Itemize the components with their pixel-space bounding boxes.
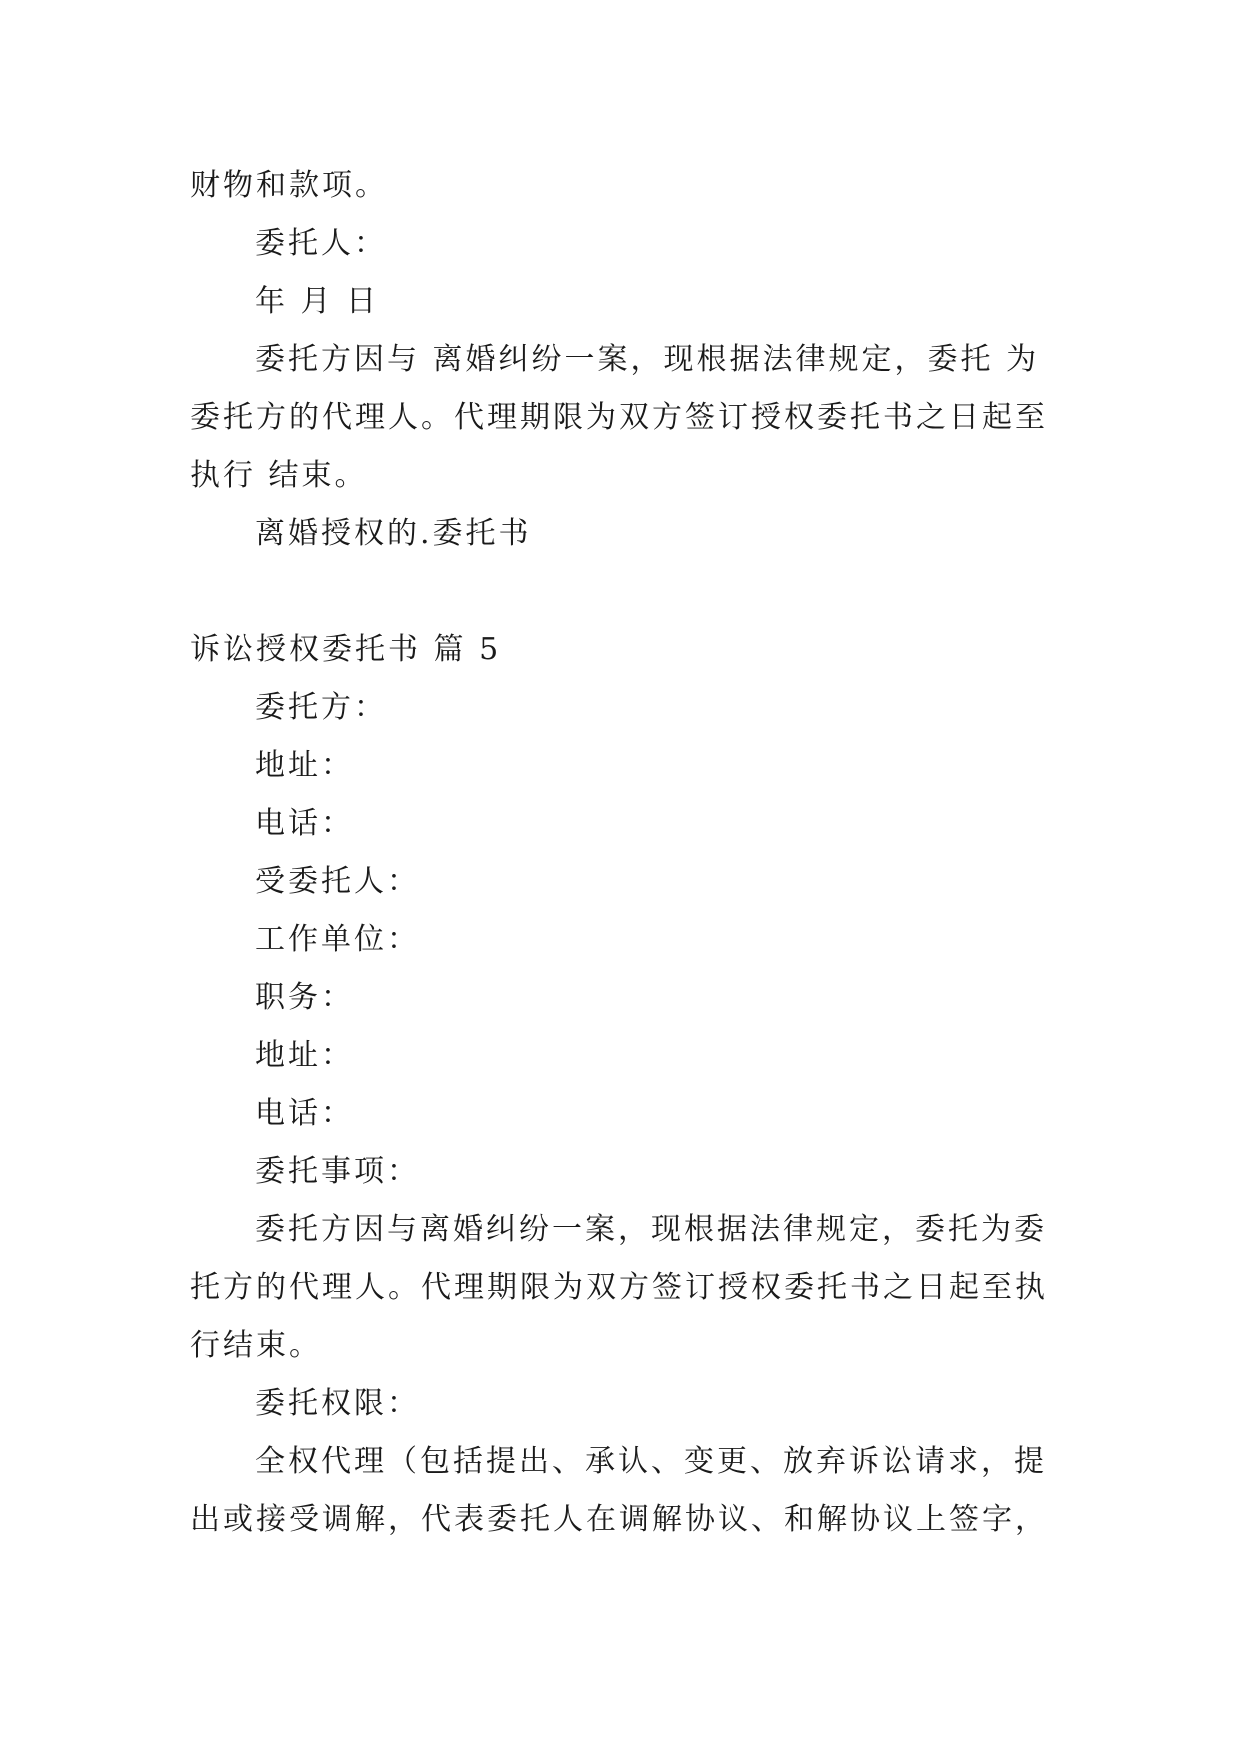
- body-text-line: 财物和款项。: [190, 168, 388, 203]
- body-text-line: 执行 结束。: [190, 458, 368, 493]
- body-text-line: 委托方因与 离婚纠纷一案，现根据法律规定，委托 为: [255, 342, 1040, 377]
- field-label: 工作单位：: [255, 922, 420, 957]
- body-text-line: 行结束。: [190, 1328, 322, 1363]
- field-label: 地址：: [255, 1038, 354, 1073]
- field-label: 委托方：: [255, 690, 387, 725]
- field-label: 地址：: [255, 748, 354, 783]
- body-text-line: 出或接受调解，代表委托人在调解协议、和解协议上签字，: [190, 1502, 1048, 1537]
- body-text-line: 委托方因与离婚纠纷一案，现根据法律规定，委托为委: [255, 1212, 1047, 1247]
- section-subtitle: 离婚授权的.委托书: [255, 516, 532, 551]
- body-text-line: 托方的代理人。代理期限为双方签订授权委托书之日起至执: [190, 1270, 1048, 1305]
- field-label: 委托权限：: [255, 1386, 420, 1421]
- field-label: 委托事项：: [255, 1154, 420, 1189]
- body-text-line: 委托方的代理人。代理期限为双方签订授权委托书之日起至: [190, 400, 1048, 435]
- field-label: 电话：: [255, 806, 354, 841]
- field-label: 职务：: [255, 980, 354, 1015]
- section-heading: 诉讼授权委托书 篇 5: [190, 632, 502, 667]
- signature-label: 委托人：: [255, 226, 387, 261]
- date-line: 年 月 日: [255, 284, 380, 319]
- body-text-line: 全权代理（包括提出、承认、变更、放弃诉讼请求，提: [255, 1444, 1047, 1479]
- field-label: 电话：: [255, 1096, 354, 1131]
- field-label: 受委托人：: [255, 864, 420, 899]
